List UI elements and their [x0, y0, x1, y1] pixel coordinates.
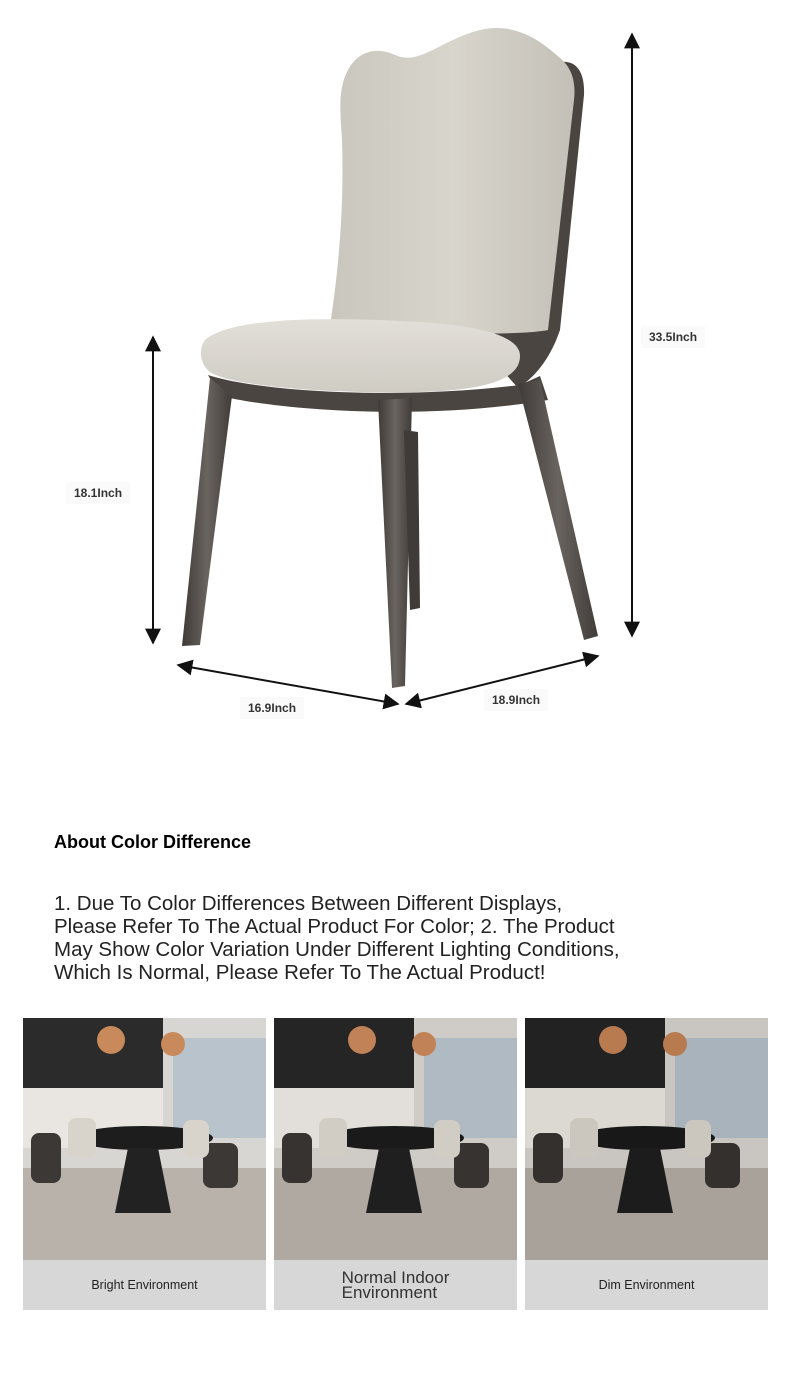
chair-seat	[201, 319, 520, 392]
caption-normal	[274, 1260, 517, 1310]
chair-backrest	[330, 28, 574, 333]
chair-leg-front-left	[182, 378, 232, 646]
room-photo	[525, 1018, 768, 1260]
width-label: 16.9Inch	[240, 697, 304, 719]
about-heading: About Color Difference	[54, 832, 252, 852]
caption-dim: Dim Environment	[598, 1278, 695, 1292]
panel-normal	[274, 1018, 517, 1310]
depth-label: 18.9Inch	[484, 689, 548, 711]
panel-dim	[525, 1018, 768, 1310]
about-line-2: Please Refer To The Actual Product For Color; 2. The Product	[54, 915, 615, 938]
panel-bright	[23, 1018, 266, 1310]
about-line-3: May Show Color Variation Under Different Lighting Conditions,	[54, 938, 620, 961]
room-photo	[274, 1018, 517, 1260]
about-note	[54, 892, 714, 984]
seat-height-label: 18.1Inch	[66, 482, 130, 504]
room-photo	[23, 1018, 266, 1260]
about-line-1: 1. Due To Color Differences Between Different Displays,	[54, 892, 563, 915]
height-label: 33.5Inch	[641, 326, 705, 348]
caption-bright: Bright Environment	[91, 1278, 198, 1292]
caption-normal-line-2: Environment	[341, 1283, 438, 1302]
caption-normal-line-1: Normal Indoor	[341, 1268, 450, 1287]
chair-leg-back-right	[518, 380, 598, 640]
about-line-4: Which Is Normal, Please Refer To The Actual Product!	[54, 961, 546, 984]
